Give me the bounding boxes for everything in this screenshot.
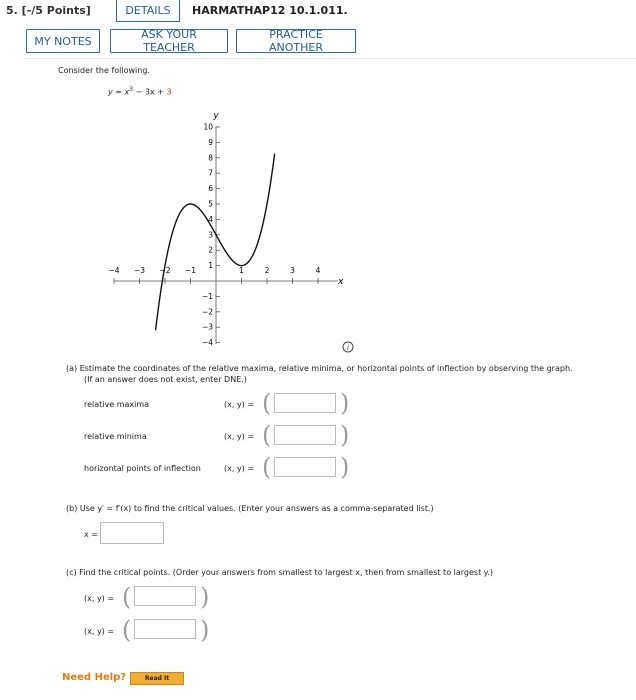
relative-minima-label: relative minima <box>84 432 147 441</box>
open-paren: ( <box>122 616 132 644</box>
y-tick-label: 5 <box>208 199 213 209</box>
inflection-input[interactable] <box>274 457 336 477</box>
critical-point-1-xy: (x, y) = <box>84 594 115 603</box>
y-tick-label: 8 <box>208 153 213 163</box>
x-tick-label: 2 <box>264 266 270 275</box>
y-tick-label: 1 <box>208 261 213 271</box>
y-tick-label: 9 <box>208 137 213 147</box>
x-tick-label: −4 <box>108 266 120 275</box>
my-notes-button[interactable]: MY NOTES <box>26 29 100 53</box>
relative-minima-input[interactable] <box>274 425 336 445</box>
x-axis-label: x <box>338 277 344 287</box>
y-tick-label: 6 <box>208 184 213 194</box>
eq-exponent: 3 <box>129 86 134 93</box>
open-paren: ( <box>122 583 132 611</box>
part-a-prompt: (a) Estimate the coordinates of the relative maxima, relative minima, or horizontal points of inflection by observing the graph. <box>66 364 573 373</box>
open-paren: ( <box>262 421 272 449</box>
part-b-prompt: (b) Use y′ = f′(x) to find the critical values. (Enter your answers as a comma-separated list.) <box>66 504 434 513</box>
relative-maxima-label: relative maxima <box>84 400 150 409</box>
header-divider <box>24 58 636 59</box>
y-tick-label: −3 <box>201 322 213 332</box>
x-tick-label: 3 <box>290 266 295 275</box>
part-a-note: (If an answer does not exist, enter DNE.) <box>84 375 247 384</box>
relative-maxima-xy: (x, y) = <box>224 400 255 409</box>
critical-point-2-input[interactable] <box>134 619 196 639</box>
close-paren: ) <box>200 583 210 611</box>
close-paren: ) <box>340 453 350 481</box>
part-c-prompt: (c) Find the critical points. (Order your answers from smallest to largest x, then from smallest to largest y.) <box>66 568 494 577</box>
function-graph <box>100 108 360 358</box>
relative-minima-xy: (x, y) = <box>224 432 255 441</box>
critical-point-2-xy: (x, y) = <box>84 627 115 636</box>
close-paren: ) <box>200 616 210 644</box>
eq-middle: − 3x + <box>133 87 167 97</box>
y-tick-label: 2 <box>208 245 213 255</box>
x-tick-label: 4 <box>315 266 321 275</box>
eq-constant: 3 <box>166 87 172 97</box>
close-paren: ) <box>340 421 350 449</box>
x-tick-label: −3 <box>133 266 146 275</box>
y-tick-label: 10 <box>203 122 213 132</box>
equation <box>108 86 172 97</box>
y-tick-label: −1 <box>201 291 213 301</box>
open-paren: ( <box>262 389 272 417</box>
ask-teacher-button[interactable]: ASK YOUR TEACHER <box>110 29 228 53</box>
relative-maxima-input[interactable] <box>274 393 336 413</box>
x-tick-label: −2 <box>159 266 171 275</box>
read-it-button[interactable]: Read It <box>130 672 184 685</box>
open-paren: ( <box>262 453 272 481</box>
eq-x: x <box>124 87 130 97</box>
y-ticks <box>202 123 220 348</box>
y-tick-label: 7 <box>208 168 213 178</box>
problem-intro: Consider the following. <box>58 66 150 75</box>
details-button[interactable]: DETAILS <box>116 0 180 22</box>
x-tick-label: −1 <box>184 266 197 275</box>
points-label: 5. [-/5 Points] <box>6 4 91 17</box>
y-tick-label: −2 <box>201 307 213 317</box>
close-paren: ) <box>340 389 350 417</box>
inflection-xy: (x, y) = <box>224 464 255 473</box>
eq-equals: = <box>112 87 125 97</box>
y-tick-label: −4 <box>201 338 213 348</box>
inflection-label: horizontal points of inflection <box>84 464 201 473</box>
critical-x-label: x = <box>84 530 98 539</box>
y-tick-label: 4 <box>208 214 213 224</box>
y-tick-label: 3 <box>208 230 213 240</box>
need-help-label: Need Help? <box>62 672 127 683</box>
critical-values-input[interactable] <box>100 522 164 544</box>
info-icon[interactable] <box>342 341 354 353</box>
problem-code: HARMATHAP12 10.1.011. <box>192 4 348 17</box>
svg-text:i: i <box>347 344 349 352</box>
x-tick-label: 1 <box>239 266 244 275</box>
cubic-curve <box>156 154 275 331</box>
y-axis-label: y <box>213 111 219 121</box>
practice-another-button[interactable]: PRACTICE ANOTHER <box>236 29 356 53</box>
eq-y: y <box>108 87 113 97</box>
critical-point-1-input[interactable] <box>134 586 196 606</box>
